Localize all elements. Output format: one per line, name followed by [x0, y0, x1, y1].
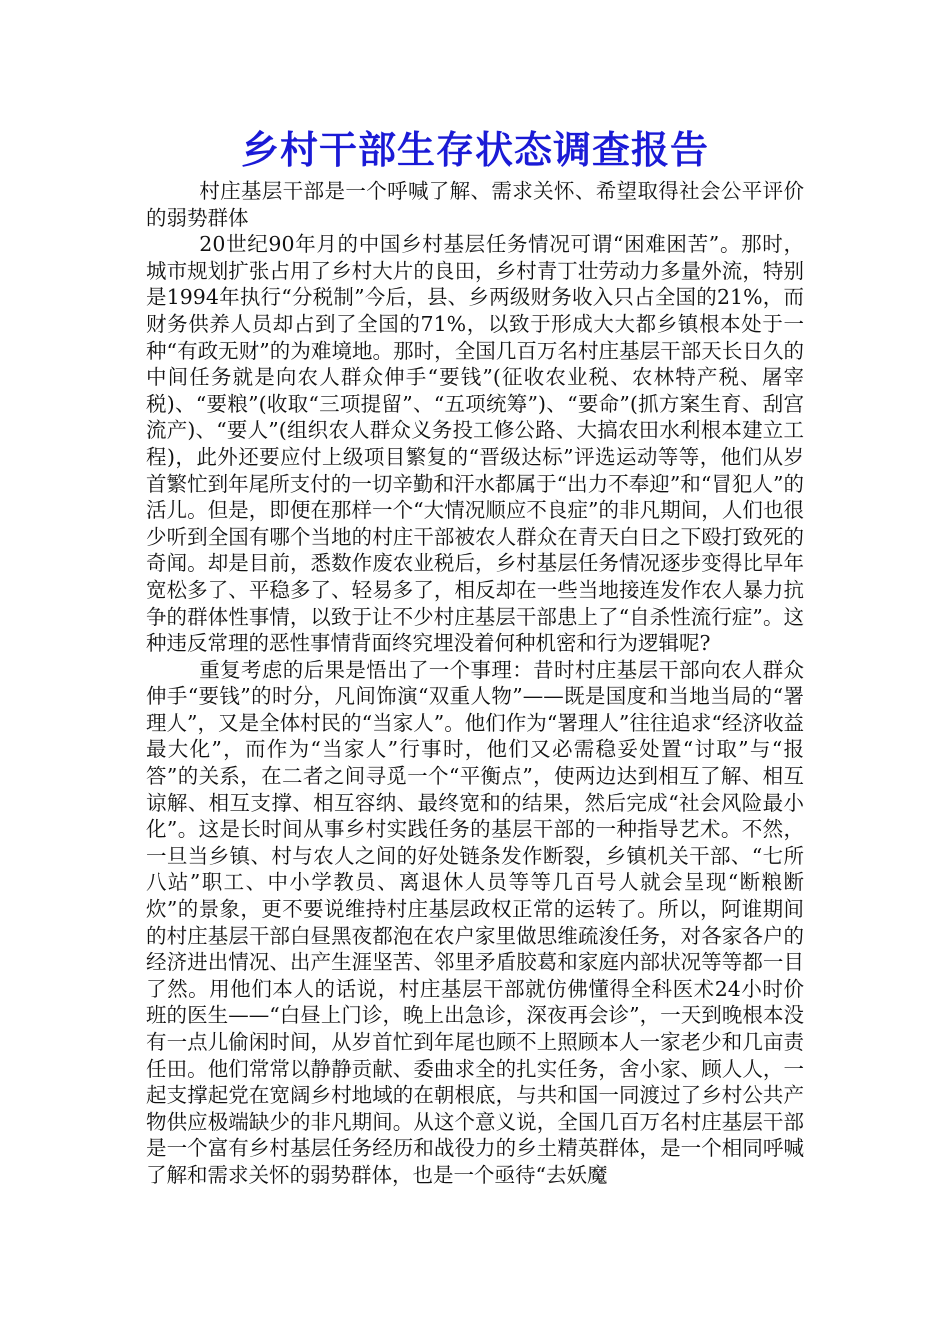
paragraph-subtitle: 村庄基层干部是一个呼喊了解、需求关怀、希望取得社会公平评价的弱势群体 [146, 179, 804, 230]
paragraph-reflection: 重复考虑的后果是悟出了一个事理：昔时村庄基层干部向农人群众伸手“要钱”的时分，凡间饰演“双重人物”——既是国度和当地当局的“署理人”，又是全体村民的“当家人”。他们作为“署理人”往往追求“经济收益最大化”，而作为“当家人”行事时，他们又必需稳妥处置“讨取”与“报答”的关系，在二者之间寻觅一个“平衡点”，使两边达到相互了解、相互谅解、相互支撑、相互容纳、最终宽和的结果，然后完成“社会风险最小化”。这是长时间从事乡村实践任务的基层干部的一种指导艺术。不然，一旦当乡镇、村与农人之间的好处链条发作断裂，乡镇机关干部、“七所八站”职工、中小学教员、离退休人员等等几百号人就会呈现“断粮断炊”的景象，更不要说维持村庄基层政权正常的运转了。所以，阿谁期间的村庄基层干部白昼黑夜都泡在农户家里做思维疏浚任务，对各家各户的经济进出情况、出产生涯坚苦、邻里矛盾胶葛和家庭内部状况等等都一目了然。用他们本人的话说，村庄基层干部就仿佛懂得全科医术24小时价班的医生——“白昼上门诊，晚上出急诊，深夜再会诊”，一天到晚根本没有一点儿偷闲时间，从岁首忙到年尾也顾不上照顾本人一家老少和几亩责任田。他们常常以静静贡献、委曲求全的扎实任务，舍小家、顾人人，一起支撑起党在宽阔乡村地域的在朝根底，与共和国一同渡过了乡村公共产物供应极端缺少的非凡期间。从这个意义说，全国几百万名村庄基层干部是一个富有乡村基层任务经历和战役力的乡土精英群体，是一个相同呼喊了解和需求关怀的弱势群体，也是一个亟待“去妖魔 [146, 657, 804, 1187]
document-page [146, 122, 804, 1189]
paragraph-background: 20世纪90年月的中国乡村基层任务情况可谓“困难困苦”。那时，城市规划扩张占用了乡村大片的良田，乡村青丁壮劳动力多量外流，特别是1994年执行“分税制”今后，县、乡两级财务收入只占全国的21%，而财务供养人员却占到了全国的71%，以致于形成大大都乡镇根本处于一种“有政无财”的为难境地。那时，全国几百万名村庄基层干部天长日久的中间任务就是向农人群众伸手“要钱”(征收农业税、农林特产税、屠宰税)、“要粮”(收取“三项提留”、“五项统筹”)、“要命”(抓方案生育、刮宫流产)、“要人”(组织农人群众义务投工修公路、大搞农田水利根本建立工程)，此外还要应付上级项目繁复的“晋级达标”评选运动等等，他们从岁首繁忙到年尾所支付的一切辛勤和汗水都属于“出力不奉迎”和“冒犯人”的活儿。但是，即便在那样一个“大情况顺应不良症”的非凡期间，人们也很少听到全国有哪个当地的村庄干部被农人群众在青天白日之下殴打致死的奇闻。却是目前，悉数作废农业税后，乡村基层任务情况逐步变得比早年宽松多了、平稳多了、轻易多了，相反却在一些当地接连发作农人暴力抗争的群体性事情，以致于让不少村庄基层干部患上了“自杀性流行症”。这种违反常理的恶性事情背面终究埋没着何种机密和行为逻辑呢? [146, 232, 804, 656]
document-title: 乡村干部生存状态调查报告 [240, 128, 709, 172]
